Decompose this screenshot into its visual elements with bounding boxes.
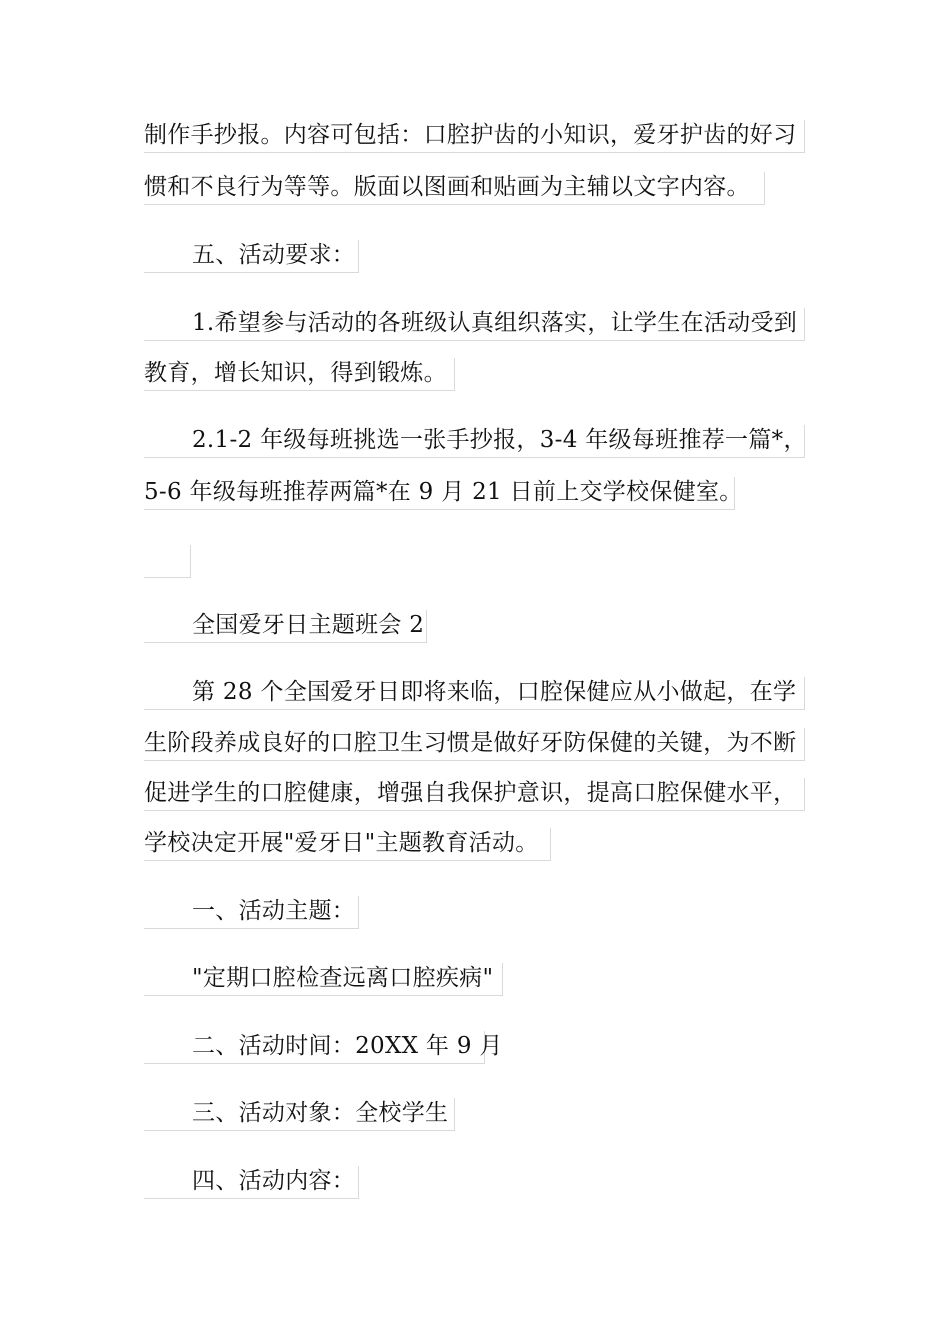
section-heading: 二、活动时间：20XX 年 9 月 [144,1031,485,1064]
section-title: 全国爱牙日主题班会 2 [144,610,427,643]
section-heading: 一、活动主题： [144,896,359,929]
paragraph-line: 学校决定开展"爱牙日"主题教育活动。 [144,828,551,861]
paragraph-line: 1.希望参与活动的各班级认真组织落实，让学生在活动受到 [144,308,805,341]
section-heading: 三、活动对象：全校学生 [144,1098,455,1131]
paragraph-line: 5-6 年级每班推荐两篇*在 9 月 21 日前上交学校保健室。 [144,477,735,510]
empty-line [144,545,191,578]
paragraph-line: 2.1-2 年级每班挑选一张手抄报，3-4 年级每班推荐一篇*， [144,425,805,458]
paragraph-line: 促进学生的口腔健康，增强自我保护意识，提高口腔保健水平， [144,778,805,811]
paragraph-line: 生阶段养成良好的口腔卫生习惯是做好牙防保健的关键，为不断 [144,728,805,761]
paragraph-line: 第 28 个全国爱牙日即将来临，口腔保健应从小做起，在学 [144,677,805,710]
paragraph-line: 教育，增长知识，得到锻炼。 [144,358,455,391]
section-heading: 四、活动内容： [144,1166,359,1199]
section-heading: 五、活动要求： [144,240,359,273]
paragraph-line: "定期口腔检查远离口腔疾病" [144,963,503,996]
paragraph-line: 制作手抄报。内容可包括：口腔护齿的小知识，爱牙护齿的好习 [144,120,805,153]
paragraph-line: 惯和不良行为等等。版面以图画和贴画为主辅以文字内容。 [144,172,765,205]
